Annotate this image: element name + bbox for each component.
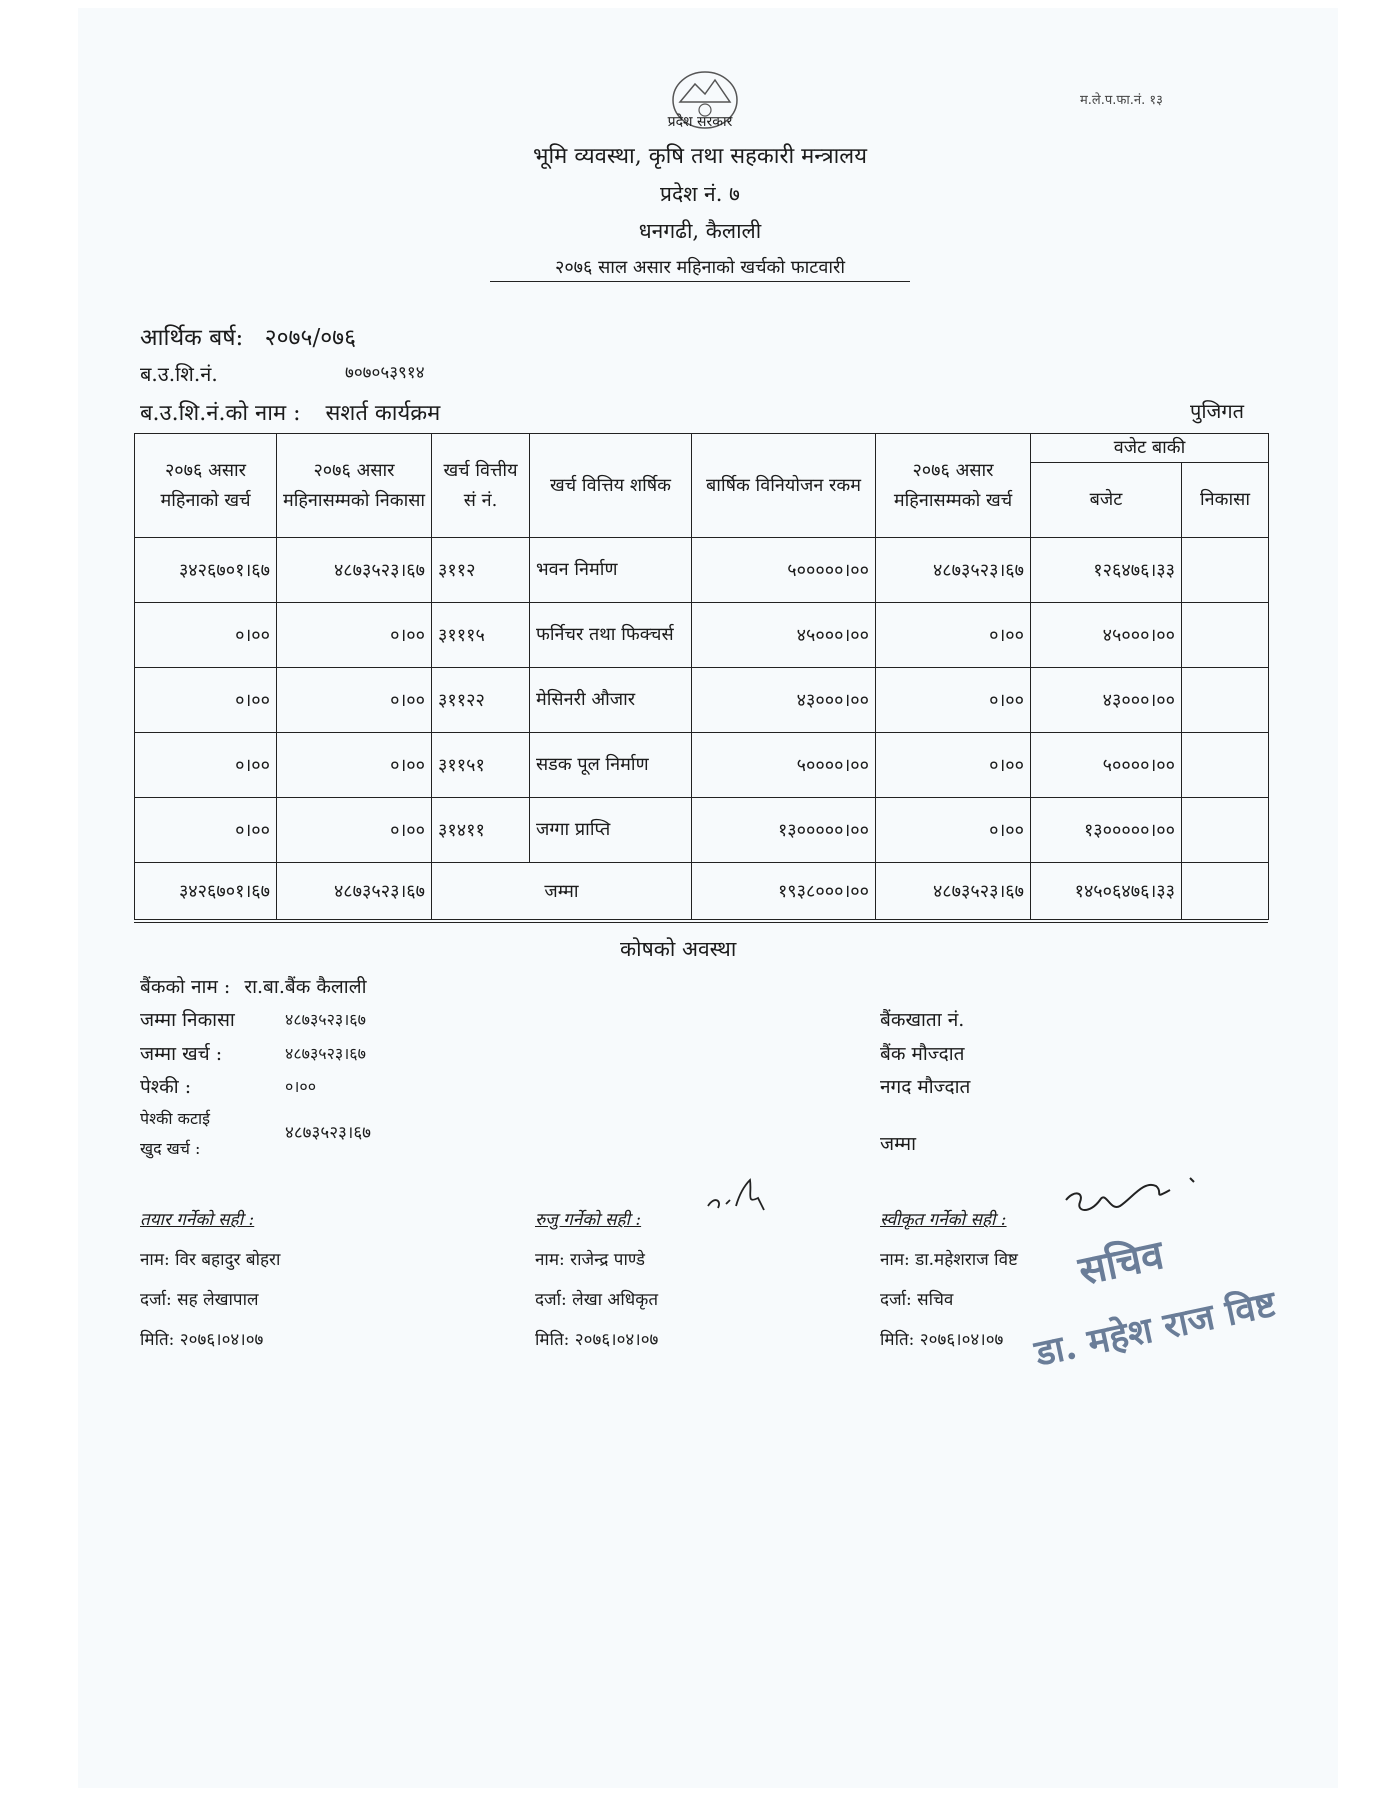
table-row [135,668,1269,733]
header-expense-to-date: २०७६ असार महिनासम्मको खर्च [876,434,1031,538]
cell-release: ०।०० [277,668,432,733]
advance-row [140,1073,317,1099]
cell-code: ३११२ [432,538,530,603]
signature-heading: स्वीकृत गर्नेको सही : [880,1210,1007,1230]
stamp-line-1: सचिव [1074,1231,1168,1295]
office-location: धनगढी, कैलाली [638,219,762,243]
total-label: जम्मा [432,863,692,920]
cell-month-expense: ०।०० [135,603,277,668]
fund-total-label: जम्मा [880,1133,917,1155]
expense-table [134,433,1268,920]
total-release-label: जम्मा निकासा [140,1009,235,1031]
signature-heading: रुजु गर्नेको सही : [535,1210,642,1230]
cell-head: भवन निर्माण [530,538,692,603]
cell-allocation: ५००००।०० [692,733,876,798]
total-month-expense: ३४२६७०१।६७ [135,863,277,920]
cell-allocation: ४५०००।०० [692,603,876,668]
cell-balance-release [1182,798,1269,863]
cell-code: ३११२२ [432,668,530,733]
signatory-name: नाम: डा.महेशराज विष्ट [880,1250,1018,1270]
net-expense-label-1: पेश्की कटाई [140,1109,211,1128]
stamp-line-2: डा. महेश राज विष्ट [1031,1282,1280,1375]
header-budget: बजेट [1031,463,1182,538]
cell-allocation: ५०००००।०० [692,538,876,603]
total-expense-label: जम्मा खर्च : [140,1043,223,1065]
cell-release: ०।०० [277,733,432,798]
bank-account-label: बैंकखाता नं. [880,1009,965,1031]
cell-balance-release [1182,733,1269,798]
total-balance-release [1182,863,1269,920]
cell-month-expense: ३४२६७०१।६७ [135,538,277,603]
table-row [135,603,1269,668]
cell-release: ०।०० [277,603,432,668]
net-expense-row [140,1104,372,1164]
header-annual-allocation: बार्षिक विनियोजन रकम [692,434,876,538]
cell-balance: ४३०००।०० [1031,668,1182,733]
cell-allocation: ४३०००।०० [692,668,876,733]
total-expense-value: ४८७३५२३।६७ [285,1044,366,1063]
total-release-row [140,1006,366,1032]
header-code: खर्च वित्तीय सं नं. [432,434,530,538]
net-expense-label-2: खुद खर्च : [140,1139,201,1158]
signature-date: मिति: २०७६।०४।०७ [880,1330,1004,1350]
budget-no-value: ७०७०५३९१४ [345,363,425,383]
total-release: ४८७३५२३।६७ [277,863,432,920]
fiscal-year-label: आर्थिक बर्ष: [140,325,244,351]
cell-expense: ०।०० [876,798,1031,863]
total-expense-row [140,1040,366,1066]
cell-allocation: १३०००००।०० [692,798,876,863]
signatory-name: नाम: विर बहादुर बोहरा [140,1250,281,1270]
budget-subhead-name [140,397,440,427]
fund-status-title: कोषको अवस्था [620,937,737,961]
expense-type: पुजिगत [1190,399,1245,423]
cell-balance-release [1182,538,1269,603]
bank-name-label: बैंकको नाम : [140,976,231,998]
signature-block-approved [880,1200,1018,1360]
header-expense-head: खर्च वित्तिय शर्षिक [530,434,692,538]
cell-balance: ५००००।०० [1031,733,1182,798]
cell-code: ३१११५ [432,603,530,668]
signature-heading: तयार गर्नेको सही : [140,1210,255,1230]
header-release: निकासा [1182,463,1269,538]
budget-name-label: ब.उ.शि.नं.को नाम : [140,401,301,426]
signatory-post: दर्जा: सह लेखापाल [140,1290,259,1310]
table-total-row [135,863,1269,920]
official-stamp [1015,1190,1295,1390]
bank-name-value: रा.बा.बैंक कैलाली [244,976,367,998]
cell-expense: ४८७३५२३।६७ [876,538,1031,603]
total-expense: ४८७३५२३।६७ [876,863,1031,920]
report-title: २०७६ साल असार महिनाको खर्चको फाटवारी [490,255,910,282]
table-row [135,733,1269,798]
budget-no-label: ब.उ.शि.नं. [140,362,218,386]
cell-expense: ०।०० [876,603,1031,668]
advance-label: पेश्की : [140,1076,192,1098]
cell-head: जग्गा प्राप्ति [530,798,692,863]
net-expense-value: ४८७३५२३।६७ [285,1123,372,1143]
cell-expense: ०।०० [876,668,1031,733]
total-balance: १४५०६४७६।३३ [1031,863,1182,920]
advance-value: ०।०० [285,1077,317,1096]
bank-balance-label: बैंक मौज्दात [880,1043,965,1065]
header-budget-balance: वजेट बाकी [1031,434,1269,463]
budget-subhead-number [140,360,425,387]
fiscal-year [140,320,356,352]
signature-date: मिति: २०७६।०४।०७ [140,1330,264,1350]
total-release-value: ४८७३५२३।६७ [285,1010,366,1029]
header-month-expense: २०७६ असार महिनाको खर्च [135,434,277,538]
cell-release: ०।०० [277,798,432,863]
signature-block-checked [535,1200,658,1360]
signatory-post: दर्जा: सचिव [880,1290,954,1310]
state-government-label: प्रदेश सरकार [667,114,733,130]
bank-name-row [140,973,367,999]
cell-month-expense: ०।०० [135,798,277,863]
province-name: प्रदेश नं. ७ [660,182,740,206]
signatory-name: नाम: राजेन्द्र पाण्डे [535,1250,646,1270]
table-row [135,538,1269,603]
cell-code: ३१४११ [432,798,530,863]
cell-code: ३११५१ [432,733,530,798]
cell-head: सडक पूल निर्माण [530,733,692,798]
form-number: म.ले.प.फा.नं. १३ [1080,93,1163,108]
cell-expense: ०।०० [876,733,1031,798]
cell-balance: १३०००००।०० [1031,798,1182,863]
handwritten-signature-checker [700,1170,790,1220]
signature-date: मिति: २०७६।०४।०७ [535,1330,659,1350]
total-allocation: १९३८०००।०० [692,863,876,920]
ministry-name: भूमि व्यवस्था, कृषि तथा सहकारी मन्त्रालय [533,144,867,169]
table-row [135,798,1269,863]
cell-head: मेसिनरी औजार [530,668,692,733]
cell-balance: १२६४७६।३३ [1031,538,1182,603]
cell-head: फर्निचर तथा फिक्चर्स [530,603,692,668]
header-release-to-date: २०७६ असार महिनासम्मको निकासा [277,434,432,538]
cash-balance-label: नगद मौज्दात [880,1076,971,1098]
table-bottom-rule [134,922,1268,923]
cell-month-expense: ०।०० [135,733,277,798]
cell-month-expense: ०।०० [135,668,277,733]
signatory-post: दर्जा: लेखा अधिकृत [535,1290,659,1310]
cell-balance-release [1182,668,1269,733]
fiscal-year-value: २०७५/०७६ [264,325,357,351]
cell-balance-release [1182,603,1269,668]
budget-name-value: सशर्त कार्यक्रम [325,401,441,426]
cell-release: ४८७३५२३।६७ [277,538,432,603]
signature-block-prepared [140,1200,280,1360]
cell-balance: ४५०००।०० [1031,603,1182,668]
